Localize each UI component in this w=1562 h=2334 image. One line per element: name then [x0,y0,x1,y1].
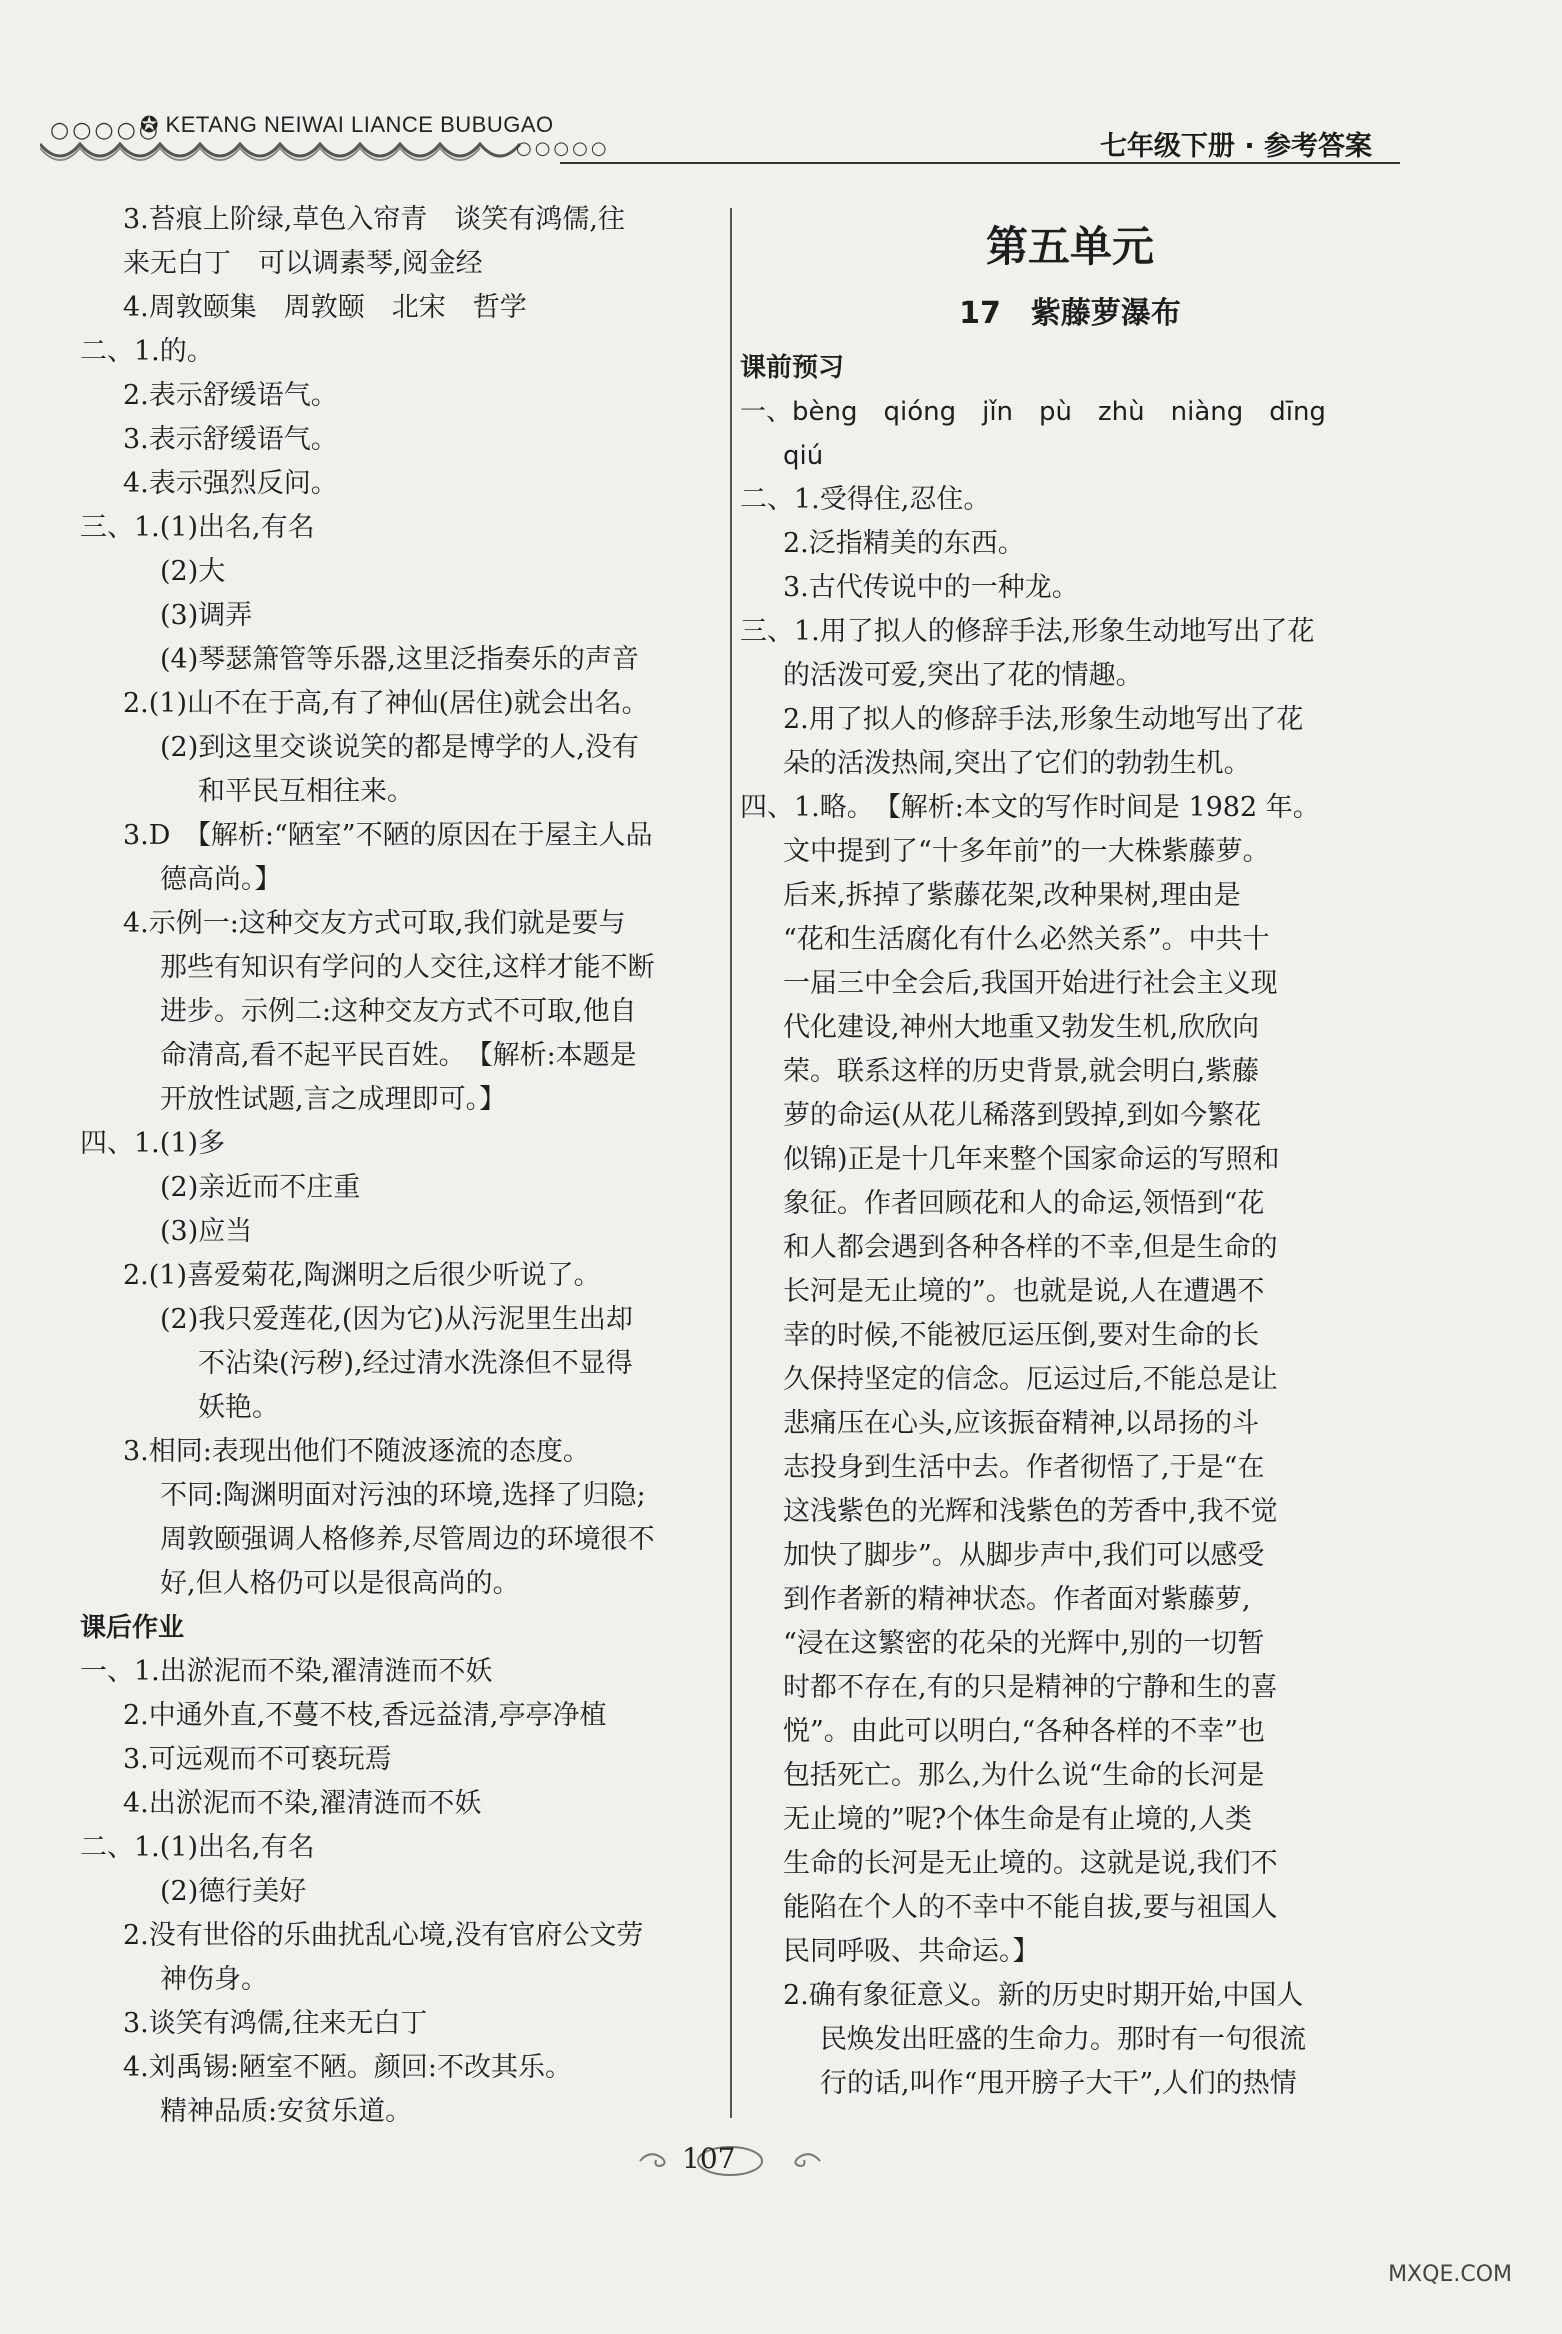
answer-line: 好,但人格仍可以是很高尚的。 [160,1568,520,1599]
answer-line: (2)我只爱莲花,(因为它)从污泥里生出却 [160,1304,633,1335]
answer-line: 3.可远观而不可亵玩焉 [123,1744,392,1775]
header-dots-left: ○○○○○ [50,118,161,143]
answer-line: 来无白丁 可以调素琴,阅金经 [123,248,483,279]
answer-line: 命清高,看不起平民百姓。 【解析:本题是 [160,1040,637,1071]
answer-line: 悲痛压在心头,应该振奋精神,以昂扬的斗 [783,1408,1260,1439]
lesson-title: 17 紫藤萝瀑布 [959,296,1181,331]
answer-line: 不沾染(污秽),经过清水洗涤但不显得 [198,1348,633,1379]
answer-line: 民同呼吸、共命运。】 [783,1936,1040,1967]
answer-line: (2)大 [160,556,226,587]
answer-line: 后来,拆掉了紫藤花架,改种果树,理由是 [783,880,1241,911]
answer-line: 幸的时候,不能被厄运压倒,要对生命的长 [783,1320,1260,1351]
answer-line: (2)到这里交谈说笑的都是博学的人,没有 [160,732,639,763]
answer-line: 4.出淤泥而不染,濯清涟而不妖 [123,1788,482,1819]
answer-line: 进步。示例二:这种交友方式不可取,他自 [160,996,637,1027]
answer-line: 2.(1)喜爱菊花,陶渊明之后很少听说了。 [123,1260,601,1291]
answer-line: (2)亲近而不庄重 [160,1172,361,1203]
answer-line: 2.确有象征意义。新的历史时期开始,中国人 [783,1980,1304,2011]
answer-line: (2)德行美好 [160,1876,307,1907]
answer-line: (3)应当 [160,1216,253,1247]
answer-line: 和平民互相往来。 [198,776,414,807]
answer-line: (4)琴瑟箫管等乐器,这里泛指奏乐的声音 [160,644,639,675]
answer-line: 文中提到了“十多年前”的一大株紫藤萝。 [783,836,1270,867]
answer-line: 一、1.出淤泥而不染,濯清涟而不妖 [80,1656,493,1687]
answer-line: 行的话,叫作“甩开膀子大干”,人们的热情 [820,2068,1297,2099]
header-dots-right: ○○○○○ [516,138,610,159]
answer-line: 4.示例一:这种交友方式可取,我们就是要与 [123,908,626,939]
answer-line: 2.用了拟人的修辞手法,形象生动地写出了花 [783,704,1304,735]
answer-line: 精神品质:安贫乐道。 [160,2096,413,2127]
right-column-lines [740,346,1400,2106]
section-heading: 课后作业 [80,1613,185,1643]
answer-line: 悦”。由此可以明白,“各种各样的不幸”也 [783,1716,1265,1747]
column-divider [730,208,732,2118]
watermark-logo: MXQE.COM [1388,2262,1512,2287]
answer-line: 象征。作者回顾花和人的命运,领悟到“花 [783,1188,1265,1219]
header-wave-ornament [40,138,580,172]
answer-line: “花和生活腐化有什么必然关系”。中共十 [783,924,1270,955]
answer-line: 和人都会遇到各种各样的不幸,但是生命的 [783,1232,1278,1263]
answer-line: 荣。联系这样的历史背景,就会明白,紫藤 [783,1056,1260,1087]
answer-line: 4.表示强烈反问。 [123,468,338,499]
answer-line: 神伤身。 [160,1964,268,1995]
answer-line: 长河是无止境的”。也就是说,人在遭遇不 [783,1276,1265,1307]
answer-line: 久保持坚定的信念。厄运过后,不能总是让 [783,1364,1278,1395]
header-section-title: 七年级下册 · 参考答案 [1099,131,1372,162]
answer-line: 3.苔痕上阶绿,草色入帘青 谈笑有鸿儒,往 [123,204,625,235]
answer-line: 2.没有世俗的乐曲扰乱心境,没有官府公文劳 [123,1920,644,1951]
answer-line: 似锦)正是十几年来整个国家命运的写照和 [783,1144,1280,1175]
answer-line: 四、1.(1)多 [80,1128,226,1159]
answer-line: 生命的长河是无止境的。这就是说,我们不 [783,1848,1278,1879]
answer-line: 3.相同:表现出他们不随波逐流的态度。 [123,1436,590,1467]
answer-line: 不同:陶渊明面对污浊的环境,选择了归隐; [160,1480,646,1511]
answer-line: 3.表示舒缓语气。 [123,424,338,455]
answer-line: 民焕发出旺盛的生命力。那时有一句很流 [820,2024,1306,2055]
answer-line: 包括死亡。那么,为什么说“生命的长河是 [783,1760,1265,1791]
answer-line: 4.刘禹锡:陋室不陋。颜回:不改其乐。 [123,2052,572,2083]
answer-line: 时都不存在,有的只是精神的宁静和生的喜 [783,1672,1278,1703]
answer-line: 加快了脚步”。从脚步声中,我们可以感受 [783,1540,1265,1571]
answer-line: 三、1.用了拟人的修辞手法,形象生动地写出了花 [740,616,1315,647]
answer-line: 到作者新的精神状态。作者面对紫藤萝, [783,1584,1251,1615]
answer-line: 2.泛指精美的东西。 [783,528,1025,559]
header-brand: ✪ KETANG NEIWAI LIANCE BUBUGAO [140,112,554,137]
section-heading: 课前预习 [740,353,845,383]
answer-line: 3.古代传说中的一种龙。 [783,572,1079,603]
answer-line: 3.D 【解析:“陋室”不陋的原因在于屋主人品 [123,820,653,851]
answer-line: 志投身到生活中去。作者彻悟了,于是“在 [783,1452,1265,1483]
answer-line: 开放性试题,言之成理即可。】 [160,1084,507,1115]
answer-line: 四、1.略。 【解析:本文的写作时间是 1982 年。 [740,792,1320,823]
answer-line: 二、1.受得住,忍住。 [740,484,991,515]
answer-line: 二、1.(1)出名,有名 [80,1832,315,1863]
header-rule [560,162,1400,164]
left-column [80,198,725,2134]
answer-line: 无止境的”呢?个体生命是有止境的,人类 [783,1804,1252,1835]
right-column [740,198,1400,2106]
answer-line: 二、1.的。 [80,336,214,367]
unit-title: 第五单元 [985,222,1154,271]
answer-line: 这浅紫色的光辉和浅紫色的芳香中,我不觉 [783,1496,1278,1527]
answer-line: 2.表示舒缓语气。 [123,380,338,411]
answer-line: “浸在这繁密的花朵的光辉中,别的一切暂 [783,1628,1265,1659]
answer-line: 三、1.(1)出名,有名 [80,512,315,543]
answer-line: 代化建设,神州大地重又勃发生机,欣欣向 [783,1012,1260,1043]
answer-line: 一、bèng qióng jǐn pù zhù niàng dīng [740,397,1326,427]
page-number: 107 [682,2142,736,2175]
answer-line: 萝的命运(从花儿稀落到毁掉,到如今繁花 [783,1100,1262,1131]
answer-line: 4.周敦颐集 周敦颐 北宋 哲学 [123,292,527,323]
answer-line: 能陷在个人的不幸中不能自拔,要与祖国人 [783,1892,1278,1923]
answer-line: 妖艳。 [198,1392,279,1423]
answer-line: 的活泼可爱,突出了花的情趣。 [783,660,1143,691]
answer-line: qiú [783,441,824,471]
answer-line: 3.谈笑有鸿儒,往来无白丁 [123,2008,428,2039]
answer-line: 那些有知识有学问的人交往,这样才能不断 [160,952,655,983]
answer-line: 一届三中全会后,我国开始进行社会主义现 [783,968,1278,999]
answer-line: 周敦颐强调人格修养,尽管周边的环境很不 [160,1524,655,1555]
answer-line: 德高尚。】 [160,864,282,895]
answer-line: 2.中通外直,不蔓不枝,香远益清,亭亭净植 [123,1700,607,1731]
answer-line: (3)调弄 [160,600,253,631]
answer-line: 朵的活泼热闹,突出了它们的勃勃生机。 [783,748,1251,779]
page-header [0,0,1562,175]
answer-line: 2.(1)山不在于高,有了神仙(居住)就会出名。 [123,688,649,719]
